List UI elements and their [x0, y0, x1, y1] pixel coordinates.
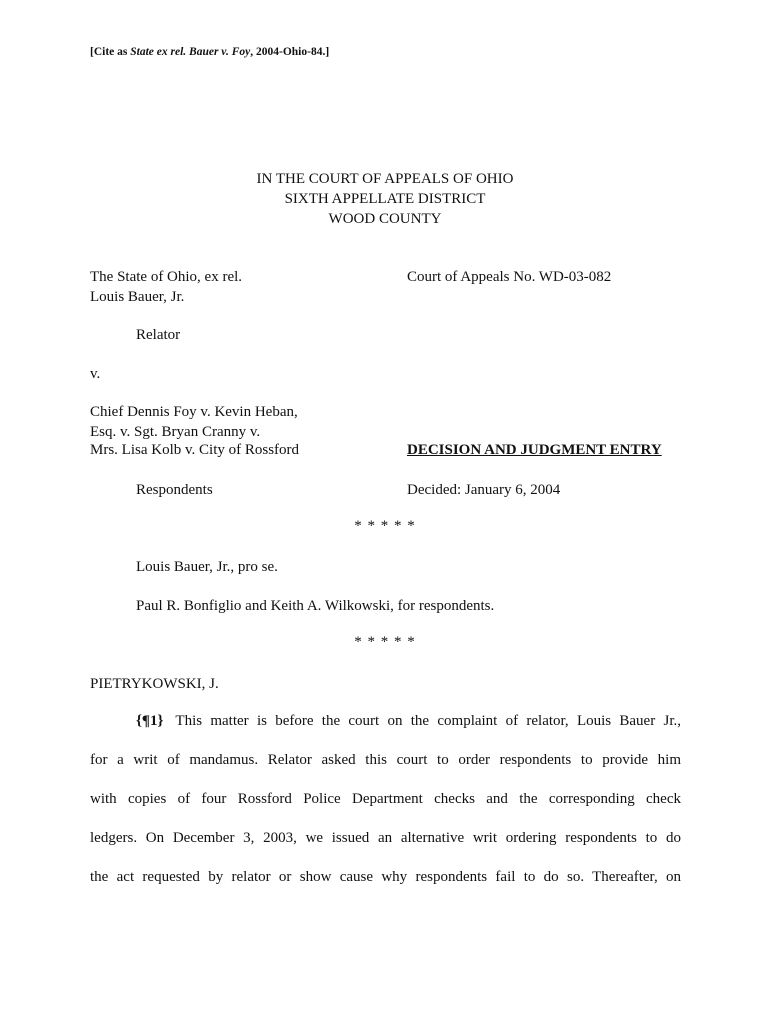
respondents-label: Respondents [136, 482, 213, 498]
citation-header [90, 46, 329, 58]
respondents-line2: Esq. v. Sgt. Bryan Cranny v. [90, 424, 261, 440]
relator-label: Relator [136, 327, 181, 343]
court-name: IN THE COURT OF APPEALS OF OHIO [256, 171, 514, 187]
judge-name: PIETRYKOWSKI, J. [90, 676, 219, 692]
paragraph-marker: {¶1} [136, 713, 164, 729]
entry-title: DECISION AND JUDGMENT ENTRY [407, 442, 662, 458]
opinion-line-5: the act requested by relator or show cause why respondents fail to do so. Thereafter, on [90, 869, 681, 885]
opinion-line-1 [136, 713, 681, 730]
court-county: WOOD COUNTY [328, 211, 442, 227]
relator-name-line1: The State of Ohio, ex rel. [90, 269, 243, 285]
versus-label: v. [90, 366, 101, 382]
opinion-line-2: for a writ of mandamus. Relator asked this court to order respondents to provide him [90, 752, 681, 768]
opinion-line-3: with copies of four Rossford Police Department checks and the corresponding check [90, 791, 681, 807]
separator-stars-2: * * * * * [354, 634, 416, 650]
citation-suffix: , 2004-Ohio-84.] [250, 46, 330, 58]
relator-name-line2: Louis Bauer, Jr. [90, 289, 185, 305]
counsel-relator: Louis Bauer, Jr., pro se. [136, 559, 278, 575]
opinion-line-4: ledgers. On December 3, 2003, we issued an alternative writ ordering respondents to do [90, 830, 681, 846]
respondents-line1: Chief Dennis Foy v. Kevin Heban, [90, 404, 298, 420]
respondents-line3: Mrs. Lisa Kolb v. City of Rossford [90, 442, 300, 458]
citation-prefix: [Cite as [90, 46, 131, 58]
separator-stars-1: * * * * * [354, 518, 416, 534]
court-district: SIXTH APPELLATE DISTRICT [284, 191, 486, 207]
opinion-line-1-text: This matter is before the court on the complaint of relator, Louis Bauer Jr., [175, 713, 681, 729]
decided-date: Decided: January 6, 2004 [407, 482, 561, 498]
case-number: Court of Appeals No. WD-03-082 [407, 269, 612, 285]
counsel-respondents: Paul R. Bonfiglio and Keith A. Wilkowski, for respondents. [136, 598, 495, 614]
citation-case-name: State ex rel. Bauer v. Foy [130, 46, 251, 58]
